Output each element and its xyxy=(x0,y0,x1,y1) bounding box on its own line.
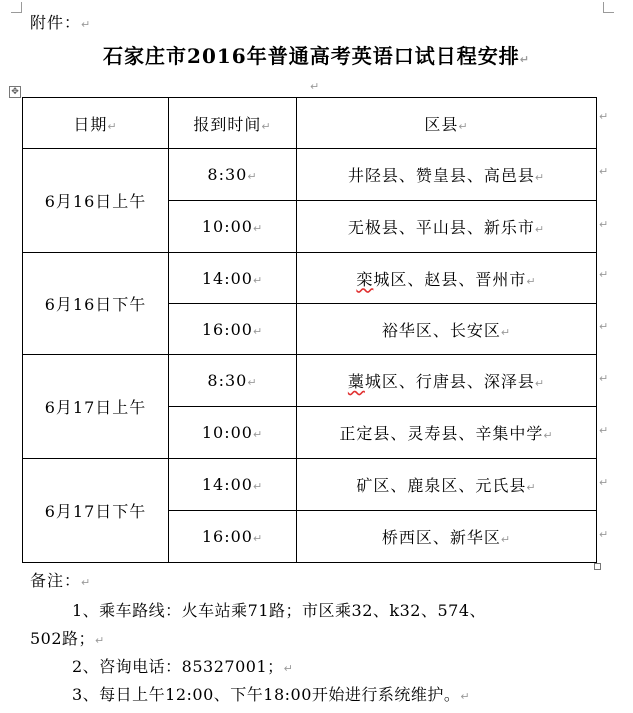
district-cell: 正定县、灵寿县、辛集中学↵ xyxy=(297,407,597,459)
end-of-row-mark-icon: ↵ xyxy=(599,424,609,437)
end-of-row-mark-icon: ↵ xyxy=(599,110,609,123)
page-corner-mark xyxy=(603,2,614,13)
paragraph-mark-icon: ↵ xyxy=(519,53,530,66)
district-cell: 无极县、平山县、新乐市↵ xyxy=(297,201,597,253)
schedule-table xyxy=(22,97,597,563)
time-cell: 10:00↵ xyxy=(169,407,297,459)
time-cell: 16:00↵ xyxy=(169,304,297,355)
time-cell: 10:00↵ xyxy=(169,201,297,253)
paragraph-mark-icon: ↵ xyxy=(81,18,92,31)
spelling-underline: 藁 xyxy=(347,372,365,391)
table-row xyxy=(23,253,597,304)
district-cell: 栾城区、赵县、晋州市↵ xyxy=(297,253,597,304)
attachment-label: 附件：↵ xyxy=(30,13,92,32)
table-row xyxy=(23,355,597,407)
header-date: 日期↵ xyxy=(23,98,169,149)
spelling-underline: 栾 xyxy=(356,269,374,289)
header-time: 报到时间↵ xyxy=(169,98,297,149)
time-cell: 16:00↵ xyxy=(169,511,297,563)
end-of-row-mark-icon: ↵ xyxy=(599,372,609,385)
note-item-3: 3、每日上午12:00、下午18:00开始进行系统维护。↵ xyxy=(72,685,471,704)
table-resize-handle-icon[interactable] xyxy=(594,563,601,570)
note-item-2: 2、咨询电话：85327001；↵ xyxy=(72,657,294,676)
date-cell: 6月17日上午 xyxy=(23,355,169,459)
time-cell: 8:30↵ xyxy=(169,355,297,407)
header-district: 区县↵ xyxy=(297,98,597,149)
district-cell: 桥西区、新华区↵ xyxy=(297,511,597,563)
end-of-row-mark-icon: ↵ xyxy=(599,320,609,333)
date-cell: 6月16日上午 xyxy=(23,149,169,253)
time-cell: 14:00↵ xyxy=(169,253,297,304)
paragraph-mark-icon: ↵ xyxy=(310,80,320,93)
date-cell: 6月17日下午 xyxy=(23,459,169,563)
end-of-row-mark-icon: ↵ xyxy=(599,268,609,281)
date-cell: 6月16日下午 xyxy=(23,253,169,355)
time-cell: 8:30↵ xyxy=(169,149,297,201)
notes-heading: 备注：↵ xyxy=(30,571,92,590)
page-title: 石家庄市2016年普通高考英语口试日程安排↵ xyxy=(103,44,530,68)
district-cell: 井陉县、赞皇县、高邑县↵ xyxy=(297,149,597,201)
end-of-row-mark-icon: ↵ xyxy=(599,476,609,489)
table-move-handle-icon[interactable]: ✥ xyxy=(9,86,21,98)
note-item-1: 1、乘车路线：火车站乘71路；市区乘32、k32、574、 xyxy=(72,601,486,620)
table-header-row xyxy=(23,98,597,149)
end-of-row-mark-icon: ↵ xyxy=(599,165,609,178)
end-of-row-mark-icon: ↵ xyxy=(599,218,609,231)
end-of-row-mark-icon: ↵ xyxy=(599,528,609,541)
time-cell: 14:00↵ xyxy=(169,459,297,511)
table-row xyxy=(23,459,597,511)
district-cell: 矿区、鹿泉区、元氏县↵ xyxy=(297,459,597,511)
table-row xyxy=(23,149,597,201)
district-cell: 藁城区、行唐县、深泽县↵ xyxy=(297,355,597,407)
note-item-1-continued: 502路；↵ xyxy=(30,629,105,648)
page-corner-mark xyxy=(11,2,22,13)
district-cell: 裕华区、长安区↵ xyxy=(297,304,597,355)
